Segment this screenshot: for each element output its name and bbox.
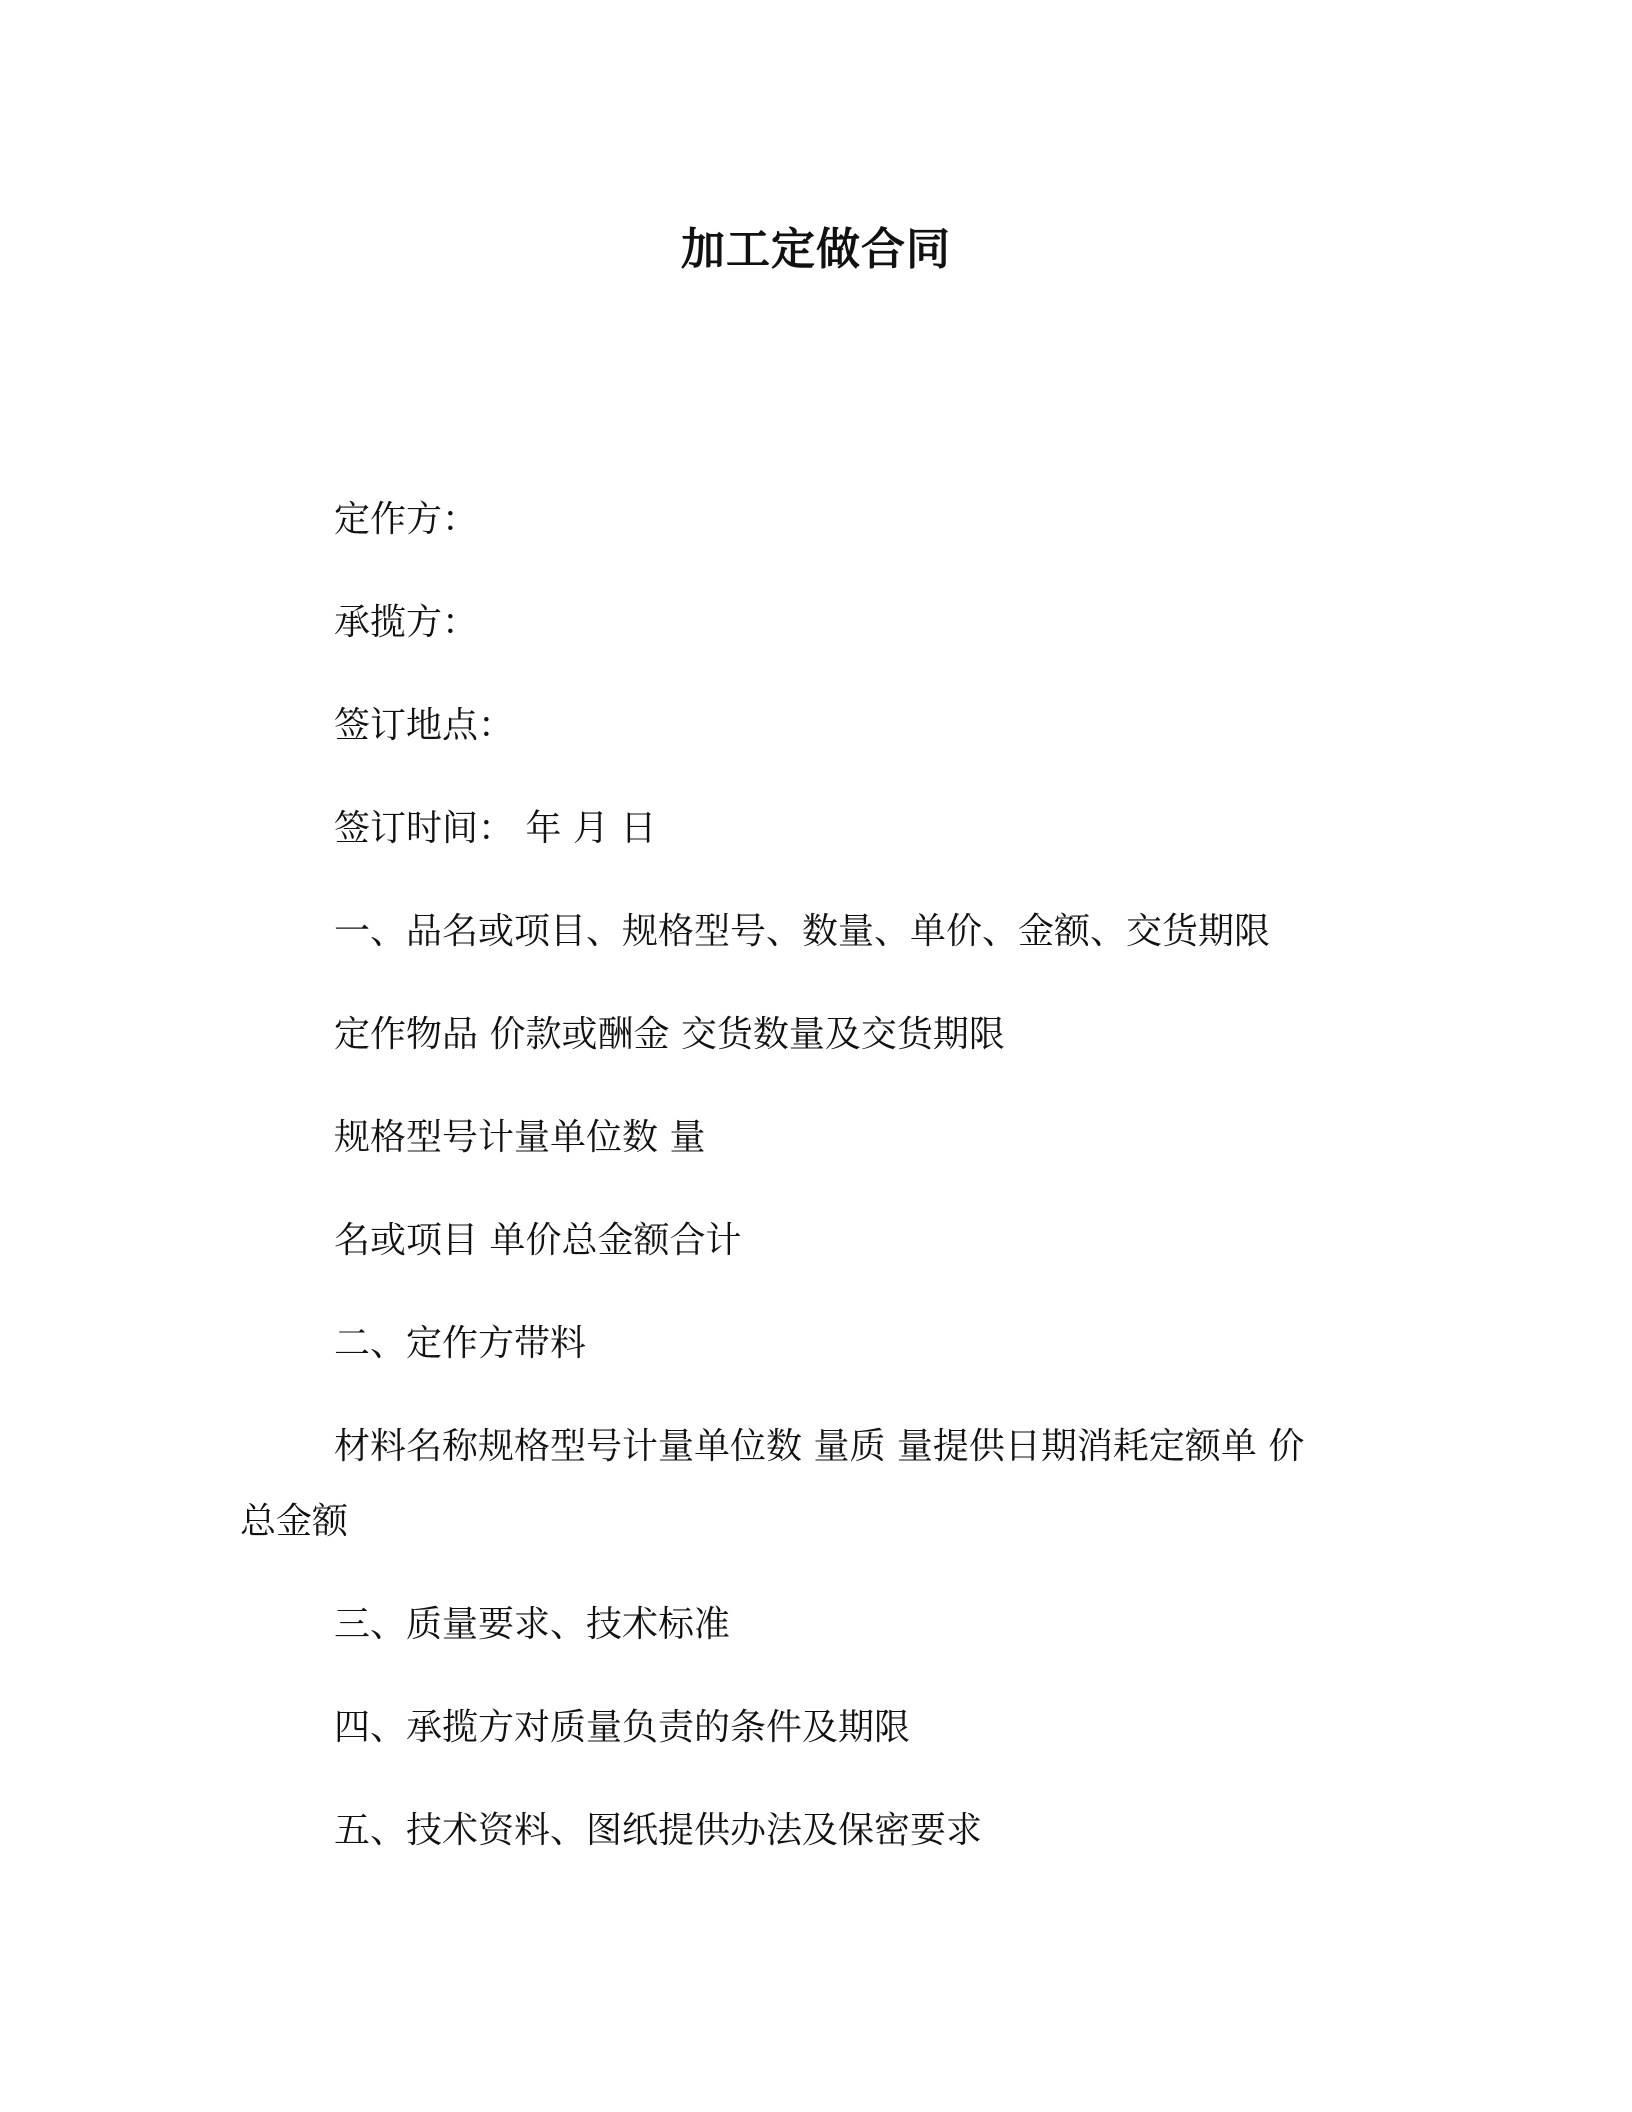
section-1-row-1: 定作物品 价款或酬金 交货数量及交货期限 [334, 1014, 1005, 1055]
section-1-row-3: 名或项目 单价总金额合计 [334, 1220, 742, 1261]
party-contractor-line: 承揽方： [334, 602, 479, 643]
section-2-row-1-continued: 总金额 [240, 1501, 349, 1542]
document-title: 加工定做合同 [681, 224, 951, 275]
party-orderer-line: 定作方： [334, 499, 479, 540]
section-5-heading: 五、技术资料、图纸提供办法及保密要求 [334, 1810, 983, 1851]
section-2-row-1: 材料名称规格型号计量单位数 量质 量提供日期消耗定额单 价 [334, 1426, 1305, 1467]
section-4-heading: 四、承揽方对质量负责的条件及期限 [334, 1707, 911, 1748]
signing-place-line: 签订地点： [334, 705, 515, 746]
section-2-heading: 二、定作方带料 [334, 1323, 587, 1364]
section-1-heading: 一、品名或项目、规格型号、数量、单价、金额、交货期限 [334, 911, 1271, 952]
section-1-row-2: 规格型号计量单位数 量 [334, 1117, 706, 1158]
signing-date-line: 签订时间： 年 月 日 [334, 808, 657, 849]
section-3-heading: 三、质量要求、技术标准 [334, 1604, 731, 1645]
